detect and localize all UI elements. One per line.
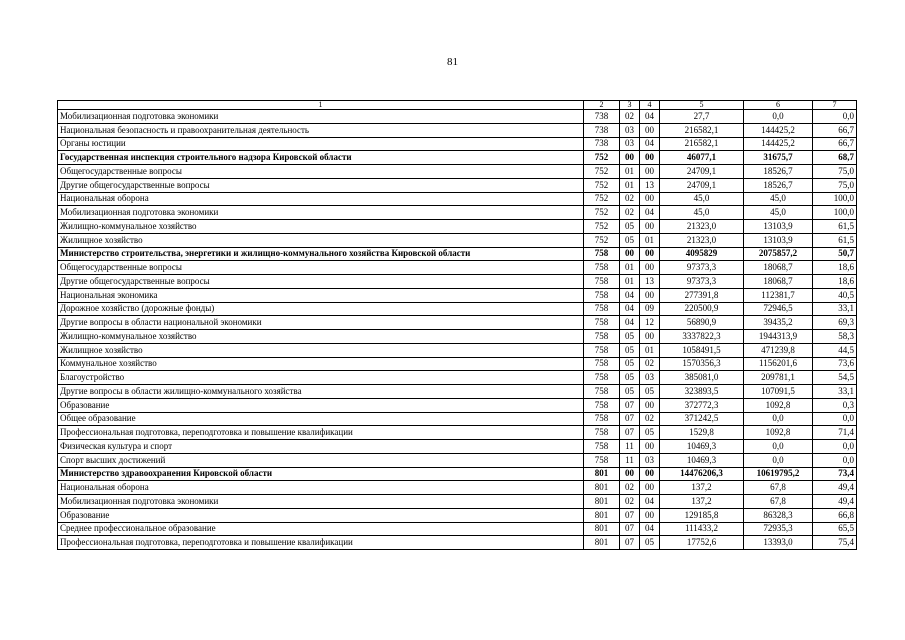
row-section-cell: 02 xyxy=(620,110,640,124)
row-percent-cell: 61,5 xyxy=(813,220,857,234)
row-section-cell: 11 xyxy=(620,453,640,467)
table-row xyxy=(58,288,857,302)
row-subsection-cell: 13 xyxy=(640,275,660,289)
row-name-cell: Профессиональная подготовка, переподготовка и повышение квалификации xyxy=(58,536,584,550)
table-row xyxy=(58,481,857,495)
row-value5-cell: 17752,6 xyxy=(660,536,744,550)
table-body xyxy=(58,110,857,550)
table-row xyxy=(58,192,857,206)
row-subsection-cell: 00 xyxy=(640,508,660,522)
row-value5-cell: 24709,1 xyxy=(660,178,744,192)
row-percent-cell: 73,6 xyxy=(813,357,857,371)
row-percent-cell: 33,1 xyxy=(813,385,857,399)
row-name-cell: Общегосударственные вопросы xyxy=(58,261,584,275)
row-value5-cell: 216582,1 xyxy=(660,123,744,137)
row-value5-cell: 97373,3 xyxy=(660,261,744,275)
row-value6-cell: 0,0 xyxy=(744,440,813,454)
row-subsection-cell: 05 xyxy=(640,426,660,440)
row-percent-cell: 66,8 xyxy=(813,508,857,522)
row-section-cell: 07 xyxy=(620,522,640,536)
row-code-cell: 752 xyxy=(584,192,620,206)
row-value5-cell: 1058491,5 xyxy=(660,343,744,357)
row-value5-cell: 137,2 xyxy=(660,481,744,495)
budget-table xyxy=(57,100,857,550)
row-name-cell: Среднее профессиональное образование xyxy=(58,522,584,536)
row-code-cell: 758 xyxy=(584,440,620,454)
row-value5-cell: 14476206,3 xyxy=(660,467,744,481)
table-row xyxy=(58,206,857,220)
row-value6-cell: 471239,8 xyxy=(744,343,813,357)
row-percent-cell: 49,4 xyxy=(813,495,857,509)
row-percent-cell: 66,7 xyxy=(813,123,857,137)
row-code-cell: 738 xyxy=(584,110,620,124)
row-percent-cell: 0,0 xyxy=(813,453,857,467)
row-percent-cell: 44,5 xyxy=(813,343,857,357)
page-number: 81 xyxy=(447,56,458,68)
column-header: 3 xyxy=(620,101,640,110)
table-row xyxy=(58,178,857,192)
row-subsection-cell: 00 xyxy=(640,398,660,412)
row-value6-cell: 18068,7 xyxy=(744,275,813,289)
row-percent-cell: 61,5 xyxy=(813,233,857,247)
row-percent-cell: 100,0 xyxy=(813,192,857,206)
row-section-cell: 07 xyxy=(620,426,640,440)
row-code-cell: 758 xyxy=(584,316,620,330)
row-code-cell: 801 xyxy=(584,495,620,509)
row-name-cell: Жилищное хозяйство xyxy=(58,343,584,357)
row-value6-cell: 13103,9 xyxy=(744,220,813,234)
row-name-cell: Национальная безопасность и правоохранительная деятельность xyxy=(58,123,584,137)
row-code-cell: 752 xyxy=(584,206,620,220)
row-subsection-cell: 00 xyxy=(640,440,660,454)
column-header: 5 xyxy=(660,101,744,110)
row-section-cell: 02 xyxy=(620,192,640,206)
row-name-cell: Национальная оборона xyxy=(58,192,584,206)
row-value5-cell: 277391,8 xyxy=(660,288,744,302)
row-name-cell: Благоустройство xyxy=(58,371,584,385)
row-section-cell: 07 xyxy=(620,398,640,412)
row-value5-cell: 21323,0 xyxy=(660,220,744,234)
row-subsection-cell: 00 xyxy=(640,288,660,302)
row-subsection-cell: 03 xyxy=(640,371,660,385)
row-name-cell: Жилищное хозяйство xyxy=(58,233,584,247)
row-value5-cell: 216582,1 xyxy=(660,137,744,151)
row-name-cell: Государственная инспекция строительного надзора Кировской области xyxy=(58,151,584,165)
row-value6-cell: 72946,5 xyxy=(744,302,813,316)
row-code-cell: 758 xyxy=(584,371,620,385)
table-row xyxy=(58,220,857,234)
row-code-cell: 758 xyxy=(584,288,620,302)
row-name-cell: Другие вопросы в области национальной экономики xyxy=(58,316,584,330)
table-header-row xyxy=(58,101,857,110)
row-value5-cell: 97373,3 xyxy=(660,275,744,289)
row-value5-cell: 24709,1 xyxy=(660,165,744,179)
row-subsection-cell: 02 xyxy=(640,357,660,371)
row-percent-cell: 33,1 xyxy=(813,302,857,316)
row-section-cell: 05 xyxy=(620,220,640,234)
table-row xyxy=(58,137,857,151)
table-row xyxy=(58,398,857,412)
table-row xyxy=(58,261,857,275)
row-value5-cell: 1529,8 xyxy=(660,426,744,440)
row-value6-cell: 1092,8 xyxy=(744,426,813,440)
table-row xyxy=(58,247,857,261)
table-row xyxy=(58,412,857,426)
row-section-cell: 02 xyxy=(620,206,640,220)
table-row xyxy=(58,316,857,330)
row-subsection-cell: 00 xyxy=(640,481,660,495)
row-name-cell: Другие общегосударственные вопросы xyxy=(58,178,584,192)
row-value5-cell: 129185,8 xyxy=(660,508,744,522)
row-value6-cell: 39435,2 xyxy=(744,316,813,330)
row-code-cell: 801 xyxy=(584,481,620,495)
row-subsection-cell: 00 xyxy=(640,220,660,234)
row-value5-cell: 10469,3 xyxy=(660,453,744,467)
row-section-cell: 02 xyxy=(620,481,640,495)
row-section-cell: 01 xyxy=(620,165,640,179)
row-percent-cell: 68,7 xyxy=(813,151,857,165)
row-percent-cell: 0,0 xyxy=(813,412,857,426)
row-section-cell: 01 xyxy=(620,261,640,275)
row-percent-cell: 49,4 xyxy=(813,481,857,495)
table-row xyxy=(58,522,857,536)
row-value6-cell: 67,8 xyxy=(744,495,813,509)
row-code-cell: 738 xyxy=(584,137,620,151)
row-section-cell: 11 xyxy=(620,440,640,454)
row-value6-cell: 144425,2 xyxy=(744,123,813,137)
row-value6-cell: 18068,7 xyxy=(744,261,813,275)
row-code-cell: 758 xyxy=(584,275,620,289)
row-subsection-cell: 09 xyxy=(640,302,660,316)
row-percent-cell: 40,5 xyxy=(813,288,857,302)
row-name-cell: Министерство строительства, энергетики и жилищно-коммунального хозяйства Кировской области xyxy=(58,247,584,261)
row-percent-cell: 54,5 xyxy=(813,371,857,385)
row-code-cell: 752 xyxy=(584,220,620,234)
row-code-cell: 752 xyxy=(584,233,620,247)
row-name-cell: Общее образование xyxy=(58,412,584,426)
row-value6-cell: 18526,7 xyxy=(744,165,813,179)
row-subsection-cell: 01 xyxy=(640,233,660,247)
row-value5-cell: 3337822,3 xyxy=(660,330,744,344)
row-subsection-cell: 00 xyxy=(640,330,660,344)
table-row xyxy=(58,302,857,316)
row-name-cell: Образование xyxy=(58,398,584,412)
row-value5-cell: 56890,9 xyxy=(660,316,744,330)
row-code-cell: 801 xyxy=(584,522,620,536)
row-subsection-cell: 00 xyxy=(640,165,660,179)
row-section-cell: 04 xyxy=(620,316,640,330)
row-subsection-cell: 04 xyxy=(640,206,660,220)
row-section-cell: 05 xyxy=(620,343,640,357)
row-value6-cell: 13103,9 xyxy=(744,233,813,247)
row-subsection-cell: 00 xyxy=(640,261,660,275)
table-row xyxy=(58,233,857,247)
row-code-cell: 758 xyxy=(584,330,620,344)
row-value6-cell: 1944313,9 xyxy=(744,330,813,344)
row-value6-cell: 0,0 xyxy=(744,412,813,426)
row-value5-cell: 10469,3 xyxy=(660,440,744,454)
row-value6-cell: 144425,2 xyxy=(744,137,813,151)
row-section-cell: 05 xyxy=(620,357,640,371)
row-name-cell: Министерство здравоохранения Кировской области xyxy=(58,467,584,481)
row-section-cell: 07 xyxy=(620,508,640,522)
row-code-cell: 752 xyxy=(584,151,620,165)
row-code-cell: 752 xyxy=(584,165,620,179)
row-subsection-cell: 01 xyxy=(640,343,660,357)
row-value6-cell: 112381,7 xyxy=(744,288,813,302)
row-value6-cell: 67,8 xyxy=(744,481,813,495)
row-name-cell: Спорт высших достижений xyxy=(58,453,584,467)
table-row xyxy=(58,508,857,522)
table-row xyxy=(58,275,857,289)
row-section-cell: 03 xyxy=(620,123,640,137)
table-row xyxy=(58,467,857,481)
row-section-cell: 00 xyxy=(620,467,640,481)
row-name-cell: Жилищно-коммунальное хозяйство xyxy=(58,330,584,344)
row-subsection-cell: 04 xyxy=(640,137,660,151)
row-percent-cell: 66,7 xyxy=(813,137,857,151)
row-section-cell: 04 xyxy=(620,288,640,302)
row-name-cell: Мобилизационная подготовка экономики xyxy=(58,206,584,220)
column-header: 4 xyxy=(640,101,660,110)
row-value6-cell: 86328,3 xyxy=(744,508,813,522)
row-value6-cell: 0,0 xyxy=(744,453,813,467)
row-value6-cell: 209781,1 xyxy=(744,371,813,385)
row-percent-cell: 18,6 xyxy=(813,261,857,275)
table-row xyxy=(58,385,857,399)
row-section-cell: 07 xyxy=(620,536,640,550)
row-value5-cell: 27,7 xyxy=(660,110,744,124)
row-value6-cell: 45,0 xyxy=(744,206,813,220)
row-section-cell: 04 xyxy=(620,302,640,316)
row-code-cell: 758 xyxy=(584,343,620,357)
row-code-cell: 758 xyxy=(584,247,620,261)
row-subsection-cell: 04 xyxy=(640,495,660,509)
row-subsection-cell: 04 xyxy=(640,522,660,536)
table-row xyxy=(58,123,857,137)
column-header: 6 xyxy=(744,101,813,110)
table-row xyxy=(58,110,857,124)
row-value5-cell: 371242,5 xyxy=(660,412,744,426)
row-code-cell: 738 xyxy=(584,123,620,137)
row-value5-cell: 4095829 xyxy=(660,247,744,261)
table-row xyxy=(58,440,857,454)
row-code-cell: 758 xyxy=(584,453,620,467)
row-percent-cell: 69,3 xyxy=(813,316,857,330)
row-value6-cell: 1156201,6 xyxy=(744,357,813,371)
row-value5-cell: 323893,5 xyxy=(660,385,744,399)
row-value6-cell: 45,0 xyxy=(744,192,813,206)
row-subsection-cell: 00 xyxy=(640,247,660,261)
row-name-cell: Образование xyxy=(58,508,584,522)
row-name-cell: Мобилизационная подготовка экономики xyxy=(58,495,584,509)
table-row xyxy=(58,330,857,344)
table-row xyxy=(58,357,857,371)
row-percent-cell: 71,4 xyxy=(813,426,857,440)
row-section-cell: 05 xyxy=(620,385,640,399)
row-subsection-cell: 02 xyxy=(640,412,660,426)
row-percent-cell: 0,0 xyxy=(813,110,857,124)
column-header: 7 xyxy=(813,101,857,110)
row-name-cell: Профессиональная подготовка, переподготовка и повышение квалификации xyxy=(58,426,584,440)
row-percent-cell: 0,3 xyxy=(813,398,857,412)
table-row xyxy=(58,453,857,467)
row-section-cell: 05 xyxy=(620,371,640,385)
row-code-cell: 801 xyxy=(584,508,620,522)
row-value5-cell: 372772,3 xyxy=(660,398,744,412)
row-code-cell: 801 xyxy=(584,536,620,550)
row-value6-cell: 31675,7 xyxy=(744,151,813,165)
row-name-cell: Другие вопросы в области жилищно-коммунального хозяйства xyxy=(58,385,584,399)
row-subsection-cell: 03 xyxy=(640,453,660,467)
row-value5-cell: 45,0 xyxy=(660,192,744,206)
row-code-cell: 758 xyxy=(584,302,620,316)
row-value6-cell: 72935,3 xyxy=(744,522,813,536)
row-code-cell: 758 xyxy=(584,385,620,399)
row-section-cell: 01 xyxy=(620,178,640,192)
row-section-cell: 01 xyxy=(620,275,640,289)
row-value6-cell: 2075857,2 xyxy=(744,247,813,261)
row-section-cell: 00 xyxy=(620,151,640,165)
row-name-cell: Мобилизационная подготовка экономики xyxy=(58,110,584,124)
row-percent-cell: 18,6 xyxy=(813,275,857,289)
row-percent-cell: 75,0 xyxy=(813,165,857,179)
table-row xyxy=(58,151,857,165)
row-value5-cell: 21323,0 xyxy=(660,233,744,247)
row-name-cell: Другие общегосударственные вопросы xyxy=(58,275,584,289)
row-value5-cell: 385081,0 xyxy=(660,371,744,385)
row-section-cell: 05 xyxy=(620,233,640,247)
table-row xyxy=(58,536,857,550)
row-code-cell: 758 xyxy=(584,398,620,412)
row-subsection-cell: 12 xyxy=(640,316,660,330)
row-percent-cell: 65,5 xyxy=(813,522,857,536)
row-subsection-cell: 04 xyxy=(640,110,660,124)
row-value5-cell: 45,0 xyxy=(660,206,744,220)
row-percent-cell: 50,7 xyxy=(813,247,857,261)
row-value6-cell: 18526,7 xyxy=(744,178,813,192)
row-value5-cell: 137,2 xyxy=(660,495,744,509)
row-section-cell: 05 xyxy=(620,330,640,344)
row-name-cell: Общегосударственные вопросы xyxy=(58,165,584,179)
column-header: 2 xyxy=(584,101,620,110)
column-header: 1 xyxy=(58,101,584,110)
row-name-cell: Органы юстиции xyxy=(58,137,584,151)
row-section-cell: 07 xyxy=(620,412,640,426)
row-code-cell: 758 xyxy=(584,357,620,371)
row-name-cell: Коммунальное хозяйство xyxy=(58,357,584,371)
row-value5-cell: 111433,2 xyxy=(660,522,744,536)
row-subsection-cell: 00 xyxy=(640,467,660,481)
row-code-cell: 801 xyxy=(584,467,620,481)
row-value6-cell: 0,0 xyxy=(744,110,813,124)
row-percent-cell: 75,0 xyxy=(813,178,857,192)
row-code-cell: 758 xyxy=(584,426,620,440)
row-percent-cell: 58,3 xyxy=(813,330,857,344)
row-subsection-cell: 00 xyxy=(640,192,660,206)
row-name-cell: Жилищно-коммунальное хозяйство xyxy=(58,220,584,234)
row-percent-cell: 100,0 xyxy=(813,206,857,220)
row-name-cell: Национальная оборона xyxy=(58,481,584,495)
row-name-cell: Физическая культура и спорт xyxy=(58,440,584,454)
row-code-cell: 752 xyxy=(584,178,620,192)
row-percent-cell: 73,4 xyxy=(813,467,857,481)
table-row xyxy=(58,426,857,440)
row-percent-cell: 75,4 xyxy=(813,536,857,550)
row-name-cell: Национальная экономика xyxy=(58,288,584,302)
table-row xyxy=(58,165,857,179)
row-name-cell: Дорожное хозяйство (дорожные фонды) xyxy=(58,302,584,316)
row-subsection-cell: 13 xyxy=(640,178,660,192)
row-value6-cell: 107091,5 xyxy=(744,385,813,399)
row-section-cell: 02 xyxy=(620,495,640,509)
row-code-cell: 758 xyxy=(584,412,620,426)
row-value5-cell: 46077,1 xyxy=(660,151,744,165)
row-subsection-cell: 00 xyxy=(640,123,660,137)
row-section-cell: 03 xyxy=(620,137,640,151)
row-section-cell: 00 xyxy=(620,247,640,261)
row-value5-cell: 220500,9 xyxy=(660,302,744,316)
row-code-cell: 758 xyxy=(584,261,620,275)
row-subsection-cell: 05 xyxy=(640,385,660,399)
row-value6-cell: 13393,0 xyxy=(744,536,813,550)
row-percent-cell: 0,0 xyxy=(813,440,857,454)
row-subsection-cell: 05 xyxy=(640,536,660,550)
row-subsection-cell: 00 xyxy=(640,151,660,165)
row-value5-cell: 1570356,3 xyxy=(660,357,744,371)
table-row xyxy=(58,495,857,509)
table-row xyxy=(58,343,857,357)
row-value6-cell: 1092,8 xyxy=(744,398,813,412)
row-value6-cell: 10619795,2 xyxy=(744,467,813,481)
table-row xyxy=(58,371,857,385)
